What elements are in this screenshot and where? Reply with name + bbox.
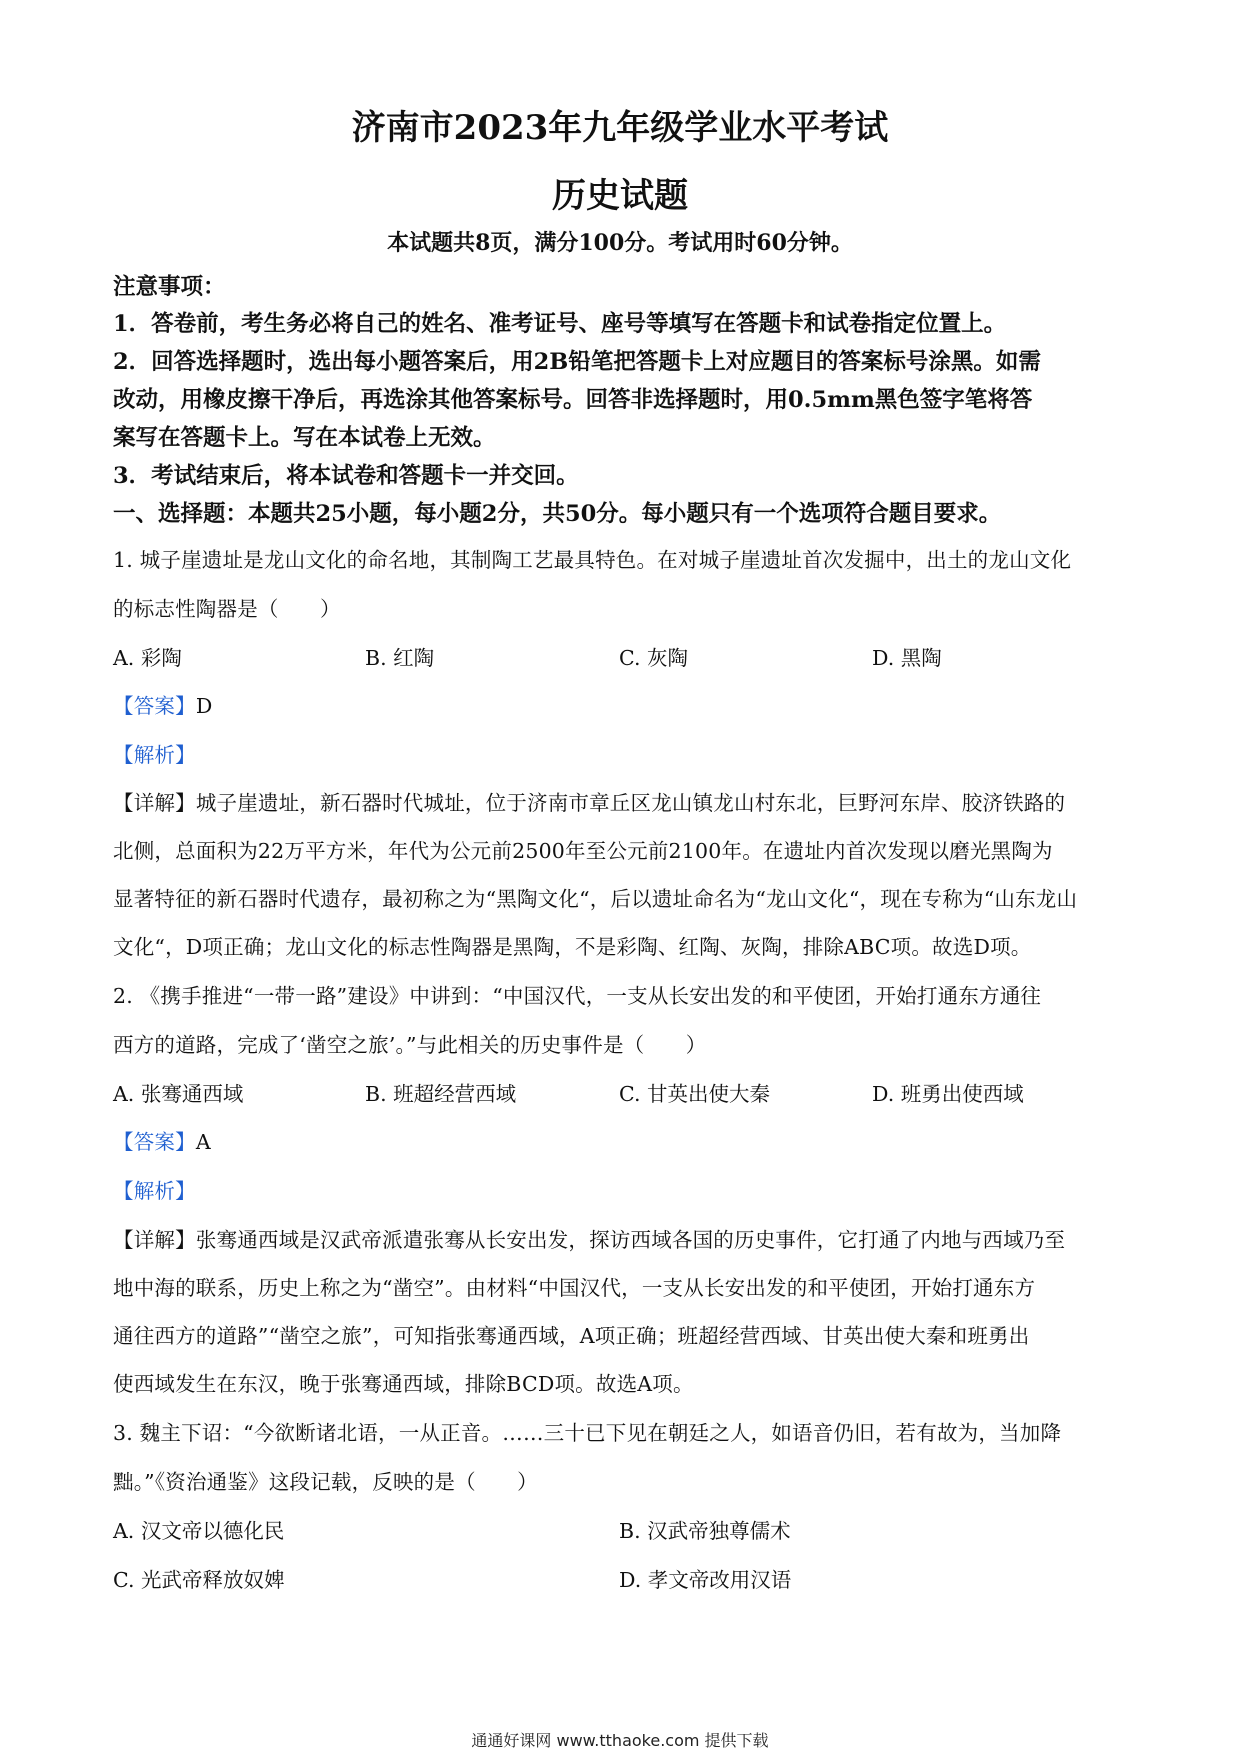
q1-detail-line-2: 北侧，总面积为22万平方米，年代为公元前2500年至公元前2100年。在遗址内首次发现以磨光黑陶为 xyxy=(113,839,1053,863)
q2-detail-line-3: 通往西方的道路”“凿空之旅”，可知指张骞通西域，A项正确；班超经营西域、甘英出使大秦和班勇出 xyxy=(113,1324,1030,1348)
q1-answer xyxy=(113,691,1133,721)
q1-option-b: B. 红陶 xyxy=(365,646,435,670)
q2-option-a: A. 张骞通西域 xyxy=(113,1082,244,1106)
q1-stem-line-2: 的标志性陶器是（ ） xyxy=(113,597,341,621)
q1-option-c: C. 灰陶 xyxy=(619,646,688,670)
q1-option-d: D. 黑陶 xyxy=(872,646,942,670)
q2-answer xyxy=(113,1127,1133,1157)
q3-option-a: A. 汉文帝以德化民 xyxy=(113,1519,285,1543)
q2-answer-tag: 【答案】 xyxy=(113,1130,196,1154)
exam-subtitle: 历史试题 xyxy=(552,176,688,216)
exam-info: 本试题共8页，满分100分。考试用时60分钟。 xyxy=(387,230,853,256)
footer-watermark: 通通好课网 www.tthaoke.com 提供下载 xyxy=(471,1731,769,1750)
q1-detail-text-1: 城子崖遗址，新石器时代城址，位于济南市章丘区龙山镇龙山村东北，巨野河东岸、胶济铁路的 xyxy=(195,791,1066,815)
q1-answer-tag: 【答案】 xyxy=(113,694,196,718)
q2-stem-line-1: 2. 《携手推进“一带一路”建设》中讲到：“中国汉代，一支从长安出发的和平使团，开始打通东方通往 xyxy=(113,984,1042,1008)
q2-option-c: C. 甘英出使大秦 xyxy=(619,1082,770,1106)
q2-detail-line-1 xyxy=(113,1225,1133,1255)
q1-answer-value: D xyxy=(195,694,213,718)
notice-item-2-line-2: 改动，用橡皮擦干净后，再选涂其他答案标号。回答非选择题时，用0.5mm黑色签字笔将答 xyxy=(113,387,1033,413)
q2-option-d: D. 班勇出使西域 xyxy=(872,1082,1024,1106)
q3-option-d: D. 孝文帝改用汉语 xyxy=(619,1568,792,1592)
q2-detail-text-1: 张骞通西域是汉武帝派遣张骞从长安出发，探访西域各国的历史事件，它打通了内地与西域乃至 xyxy=(195,1228,1066,1252)
q2-detail-line-4: 使西域发生在东汉，晚于张骞通西域，排除BCD项。故选A项。 xyxy=(113,1372,694,1396)
exam-title: 济南市2023年九年级学业水平考试 xyxy=(351,108,889,148)
q3-option-b: B. 汉武帝独尊儒术 xyxy=(619,1519,791,1543)
notice-item-1: 1．答卷前，考生务必将自己的姓名、准考证号、座号等填写在答题卡和试卷指定位置上。 xyxy=(113,311,1007,337)
notice-heading: 注意事项： xyxy=(113,274,226,300)
q2-detail-tag: 【详解】 xyxy=(113,1228,196,1252)
section-heading: 一、选择题：本题共25小题，每小题2分，共50分。每小题只有一个选项符合题目要求。 xyxy=(113,501,1002,527)
q1-analysis xyxy=(113,740,1133,770)
q2-analysis-tag: 【解析】 xyxy=(113,1179,196,1203)
q1-detail-line-3: 显著特征的新石器时代遗存，最初称之为“黑陶文化“，后以遗址命名为“龙山文化“，现在专称为“山东龙山 xyxy=(113,887,1078,911)
q1-detail-line-1 xyxy=(113,788,1133,818)
q2-analysis xyxy=(113,1176,1133,1206)
q2-detail-line-2: 地中海的联系，历史上称之为“凿空”。由材料“中国汉代，一支从长安出发的和平使团，开始打通东方 xyxy=(113,1276,1036,1300)
notice-item-2-line-3: 案写在答题卡上。写在本试卷上无效。 xyxy=(113,425,496,451)
q1-option-a: A. 彩陶 xyxy=(113,646,182,670)
notice-item-2-line-1: 2．回答选择题时，选出每小题答案后，用2B铅笔把答题卡上对应题目的答案标号涂黑。如需 xyxy=(113,349,1041,375)
q3-option-c: C. 光武帝释放奴婢 xyxy=(113,1568,285,1592)
q2-stem-line-2: 西方的道路，完成了‘凿空之旅’。”与此相关的历史事件是（ ） xyxy=(113,1033,707,1057)
q1-detail-tag: 【详解】 xyxy=(113,791,196,815)
q1-detail-line-4: 文化“，D项正确；龙山文化的标志性陶器是黑陶，不是彩陶、红陶、灰陶，排除ABC项。故选D项。 xyxy=(113,935,1032,959)
q1-stem-line-1: 1. 城子崖遗址是龙山文化的命名地，其制陶工艺最具特色。在对城子崖遗址首次发掘中，出土的龙山文化 xyxy=(113,548,1072,572)
notice-item-3: 3．考试结束后，将本试卷和答题卡一并交回。 xyxy=(113,463,579,489)
q2-option-b: B. 班超经营西域 xyxy=(365,1082,517,1106)
q3-stem-line-1: 3. 魏主下诏：“今欲断诸北语，一从正音。……三十已下见在朝廷之人，如语音仍旧，若有故为，当加降 xyxy=(113,1421,1062,1445)
q1-analysis-tag: 【解析】 xyxy=(113,743,196,767)
q3-stem-line-2: 黜。”《资治通鉴》这段记载，反映的是（ ） xyxy=(113,1470,538,1494)
q2-answer-value: A xyxy=(195,1130,211,1154)
